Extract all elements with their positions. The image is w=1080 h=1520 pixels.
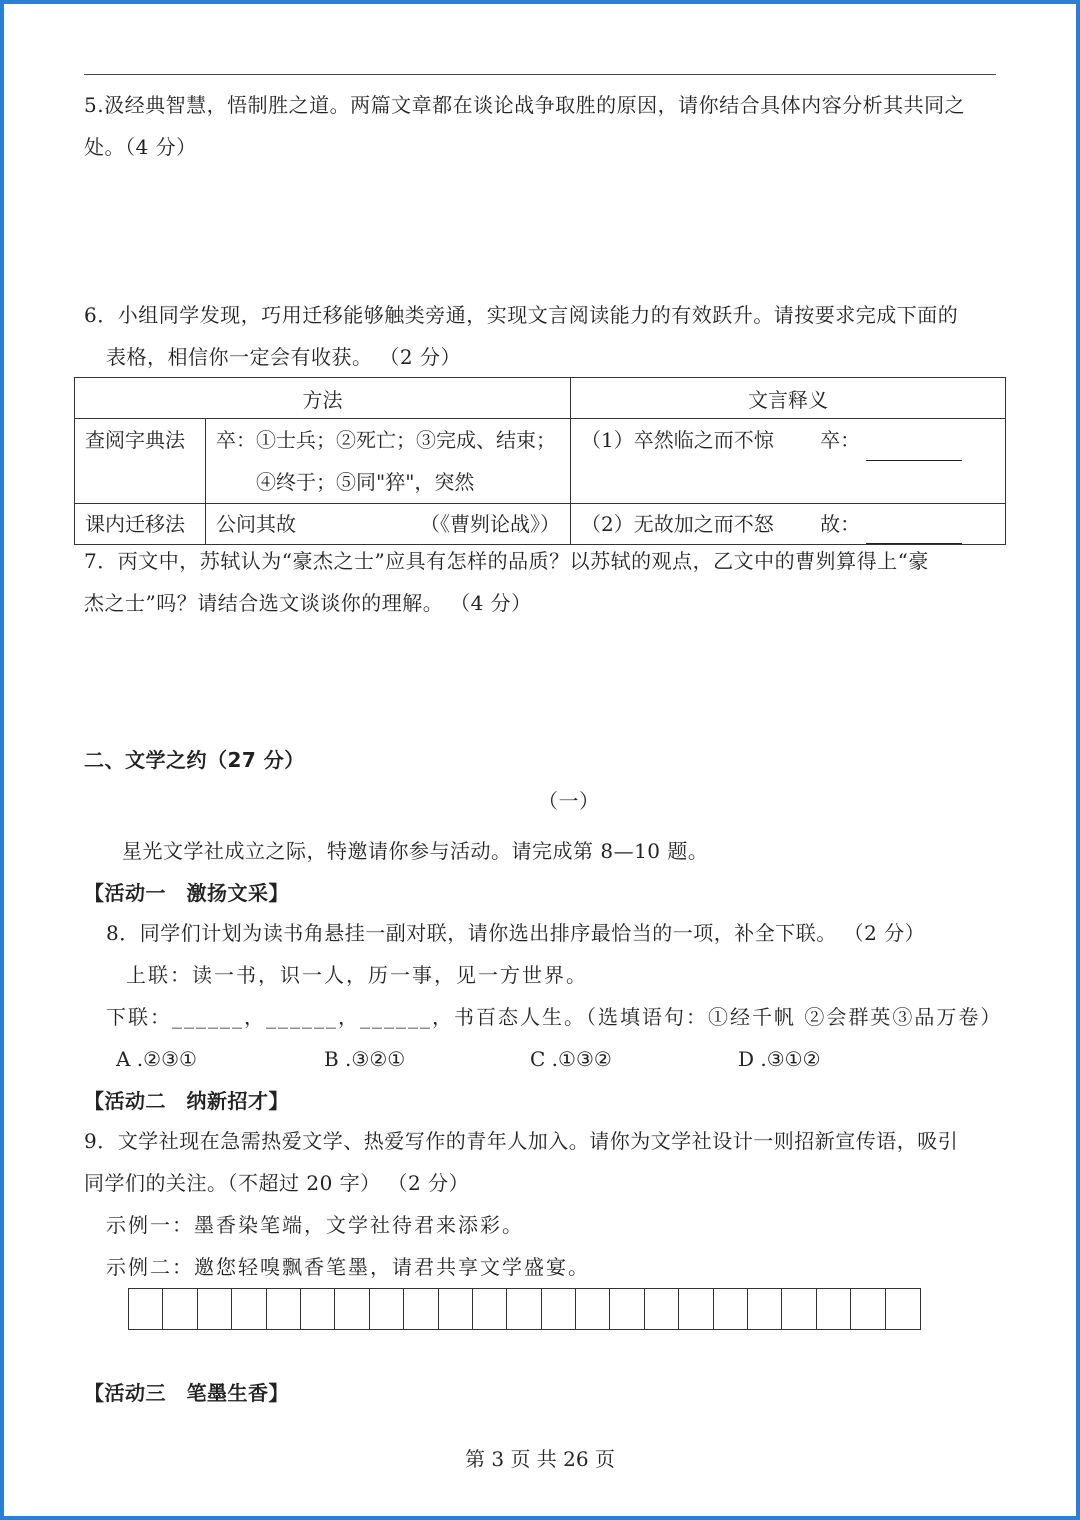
row2-content xyxy=(206,504,571,545)
answer-box[interactable] xyxy=(507,1289,541,1329)
row1-method: 查阅字典法 xyxy=(75,419,206,504)
row1-content xyxy=(206,419,571,504)
row1-sentence: （1）卒然临之而不惊 xyxy=(581,428,774,452)
q6-line1: 6．小组同学发现，巧用迁移能够触类旁通，实现文言阅读能力的有效跃升。请按要求完成下面的 xyxy=(84,303,959,327)
row1-answer-blank[interactable] xyxy=(866,440,962,461)
answer-box[interactable] xyxy=(129,1289,163,1329)
q8-choice-d[interactable]: D .③①② xyxy=(738,1047,821,1071)
answer-box[interactable] xyxy=(473,1289,507,1329)
answer-box[interactable] xyxy=(542,1289,576,1329)
q7-line2: 杰之士”吗？请结合选文谈谈你的理解。 （4 分） xyxy=(84,591,532,615)
answer-box[interactable] xyxy=(267,1289,301,1329)
answer-box[interactable] xyxy=(370,1289,404,1329)
row1-content-line2: ④终于；⑤同"猝"，突然 xyxy=(256,470,475,494)
methods-table xyxy=(74,377,1006,545)
row2-method: 课内迁移法 xyxy=(75,504,206,545)
row2-content-text: 公问其故 xyxy=(216,512,296,536)
q8-choice-b[interactable]: B .③②① xyxy=(324,1047,406,1071)
q8-upper: 上联：读一书，识一人，历一事，见一方世界。 xyxy=(126,963,588,987)
q8-line1: 8．同学们计划为读书角悬挂一副对联，请你选出排序最恰当的一项，补全下联。 （2 分） xyxy=(106,921,926,945)
answer-box[interactable] xyxy=(851,1289,885,1329)
row1-word: 卒： xyxy=(820,428,861,452)
answer-box[interactable] xyxy=(679,1289,713,1329)
answer-box[interactable] xyxy=(232,1289,266,1329)
answer-box[interactable] xyxy=(610,1289,644,1329)
section2-sub: （一） xyxy=(538,789,600,813)
answer-box[interactable] xyxy=(886,1289,920,1329)
row1-meaning xyxy=(571,419,1006,504)
q5-line2: 处。（4 分） xyxy=(84,135,197,159)
answer-box[interactable] xyxy=(817,1289,851,1329)
header-meaning: 文言释义 xyxy=(571,378,1006,419)
answer-box[interactable] xyxy=(576,1289,610,1329)
page-footer: 第 3 页 共 26 页 xyxy=(465,1447,615,1471)
activity2-heading: 【活动二 纳新招才】 xyxy=(84,1089,289,1113)
answer-box[interactable] xyxy=(198,1289,232,1329)
header-rule xyxy=(84,74,996,75)
section2-title: 二、文学之约（27 分） xyxy=(84,748,305,772)
q7-line1: 7．丙文中，苏轼认为“豪杰之士”应具有怎样的品质？以苏轼的观点，乙文中的曹刿算得上“豪 xyxy=(84,549,929,573)
table-row xyxy=(75,419,1006,504)
table-header-row xyxy=(75,378,1006,419)
table-row xyxy=(75,504,1006,545)
answer-box[interactable] xyxy=(439,1289,473,1329)
q8-choice-c[interactable]: C .①③② xyxy=(530,1047,612,1071)
row2-sentence: （2）无故加之而不怒 xyxy=(581,512,774,536)
row2-meaning xyxy=(571,504,1006,545)
q6-line2: 表格，相信你一定会有收获。 （2 分） xyxy=(106,345,461,369)
q5-line1: 5.汲经典智慧，悟制胜之道。两篇文章都在谈论战争取胜的原因，请你结合具体内容分析其共同之 xyxy=(84,93,966,117)
section2-intro: 星光文学社成立之际，特邀请你参与活动。请完成第 8—10 题。 xyxy=(122,839,709,863)
q8-lower: 下联：______，______，______，书百态人生。（选填语句：①经千帆 ②会群英③品万卷） xyxy=(106,1005,1003,1029)
answer-box[interactable] xyxy=(782,1289,816,1329)
answer-box[interactable] xyxy=(645,1289,679,1329)
q8-choice-a[interactable]: A .②③① xyxy=(116,1047,197,1071)
answer-box[interactable] xyxy=(714,1289,748,1329)
activity1-heading: 【活动一 激扬文采】 xyxy=(84,881,289,905)
header-method: 方法 xyxy=(75,378,571,419)
q9-line1: 9．文学社现在急需热爱文学、热爱写作的青年人加入。请你为文学社设计一则招新宣传语，吸引 xyxy=(84,1129,959,1153)
row2-source: （《曹刿论战》） xyxy=(420,512,560,536)
row1-content-line1: 卒：①士兵；②死亡；③完成、结束； xyxy=(216,428,556,452)
row2-word: 故： xyxy=(820,512,861,536)
q9-example1: 示例一：墨香染笔端，文学社待君来添彩。 xyxy=(106,1213,524,1237)
answer-box[interactable] xyxy=(163,1289,197,1329)
answer-box[interactable] xyxy=(301,1289,335,1329)
answer-grid[interactable] xyxy=(128,1288,921,1330)
answer-box[interactable] xyxy=(404,1289,438,1329)
activity3-heading: 【活动三 笔墨生香】 xyxy=(84,1381,289,1405)
answer-box[interactable] xyxy=(748,1289,782,1329)
q9-line2: 同学们的关注。（不超过 20 字） （2 分） xyxy=(84,1171,470,1195)
q9-example2: 示例二：邀您轻嗅飘香笔墨，请君共享文学盛宴。 xyxy=(106,1255,590,1279)
answer-box[interactable] xyxy=(335,1289,369,1329)
